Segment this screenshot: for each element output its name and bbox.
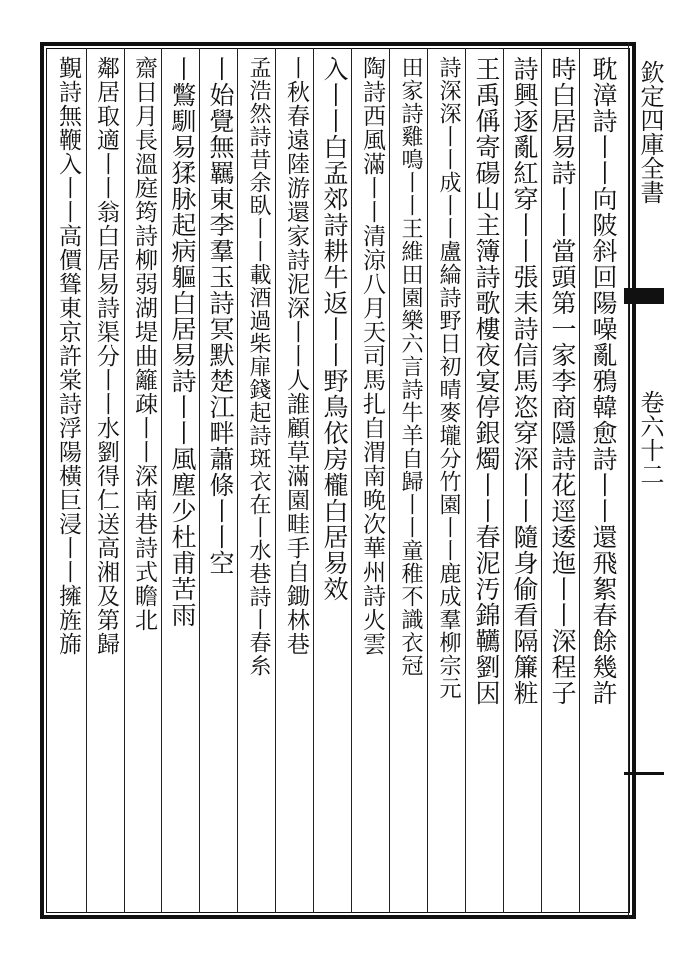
margin-rule <box>628 42 629 919</box>
text-column: 陶詩西風滿丨丨清涼八月天司馬扎自渭南晚次華州詩火雲 <box>359 56 385 656</box>
column-rule <box>124 48 125 913</box>
fishtail-mark-top <box>624 288 664 304</box>
text-column: 詩興逐亂紅穿丨丨張耒詩信馬恣穿深丨丨隨身偷看隔簾粧 <box>510 56 539 706</box>
column-rule <box>86 48 87 913</box>
text-column: 孟浩然詩昔余臥丨丨載酒過柴扉錢起詩斑衣在丨水巷詩丨春糸 <box>246 56 271 677</box>
text-column: 覲詩無鞭入丨丨高價聳東京許棠詩浮陽橫巨浸丨丨擁旌旆 <box>55 56 81 656</box>
text-column: 田家詩雞鳴丨丨王維田園樂六言詩牛羊自歸丨丨童稚不識衣冠 <box>398 56 423 677</box>
text-column: 時白居易詩丨丨當頭第一家李商隱詩花逕逶迤丨丨深程子 <box>548 56 577 706</box>
text-column: 耽漳詩丨丨向陂斜回陽噪亂鴉韓愈詩丨丨還飛絮春餘幾許 <box>589 56 618 706</box>
text-column: 王禹偁寄碭山主簿詩歌樓夜宴停銀燭丨丨春泥汚錦韉劉因 <box>472 56 501 706</box>
text-column: 丨秋春遠陸游還家詩泥深丨丨人誰顧草滿園畦手自鋤林巷 <box>283 56 309 656</box>
text-column: 齋日月長溫庭筠詩柳弱湖堤曲籬疎丨丨深南巷詩式瞻北 <box>131 56 157 632</box>
margin-volume-label: 卷六十二 <box>636 390 664 486</box>
margin-book-title: 欽定四庫全書 <box>636 60 664 204</box>
text-column: 丨鷩馴易猱脉起病軀白居易詩丨丨風塵少杜甫苦雨 <box>168 56 197 628</box>
text-column: 入丨丨白孟郊詩耕牛返丨丨野鳥依房櫳白居易效 <box>320 56 349 602</box>
text-column: 丨始覺無羈東李羣玉詩冥默楚江畔蕭條丨丨空 <box>206 56 235 576</box>
fishtail-mark-bottom <box>624 772 664 775</box>
text-column: 鄰居取適丨丨翁白居易詩渠分丨丨水劉得仁送高湘及第歸 <box>93 56 119 656</box>
text-column: 詩深深丨丨成丨丨盧綸詩野日初晴麥壠分竹園丨丨鹿成羣柳宗元 <box>436 56 461 700</box>
